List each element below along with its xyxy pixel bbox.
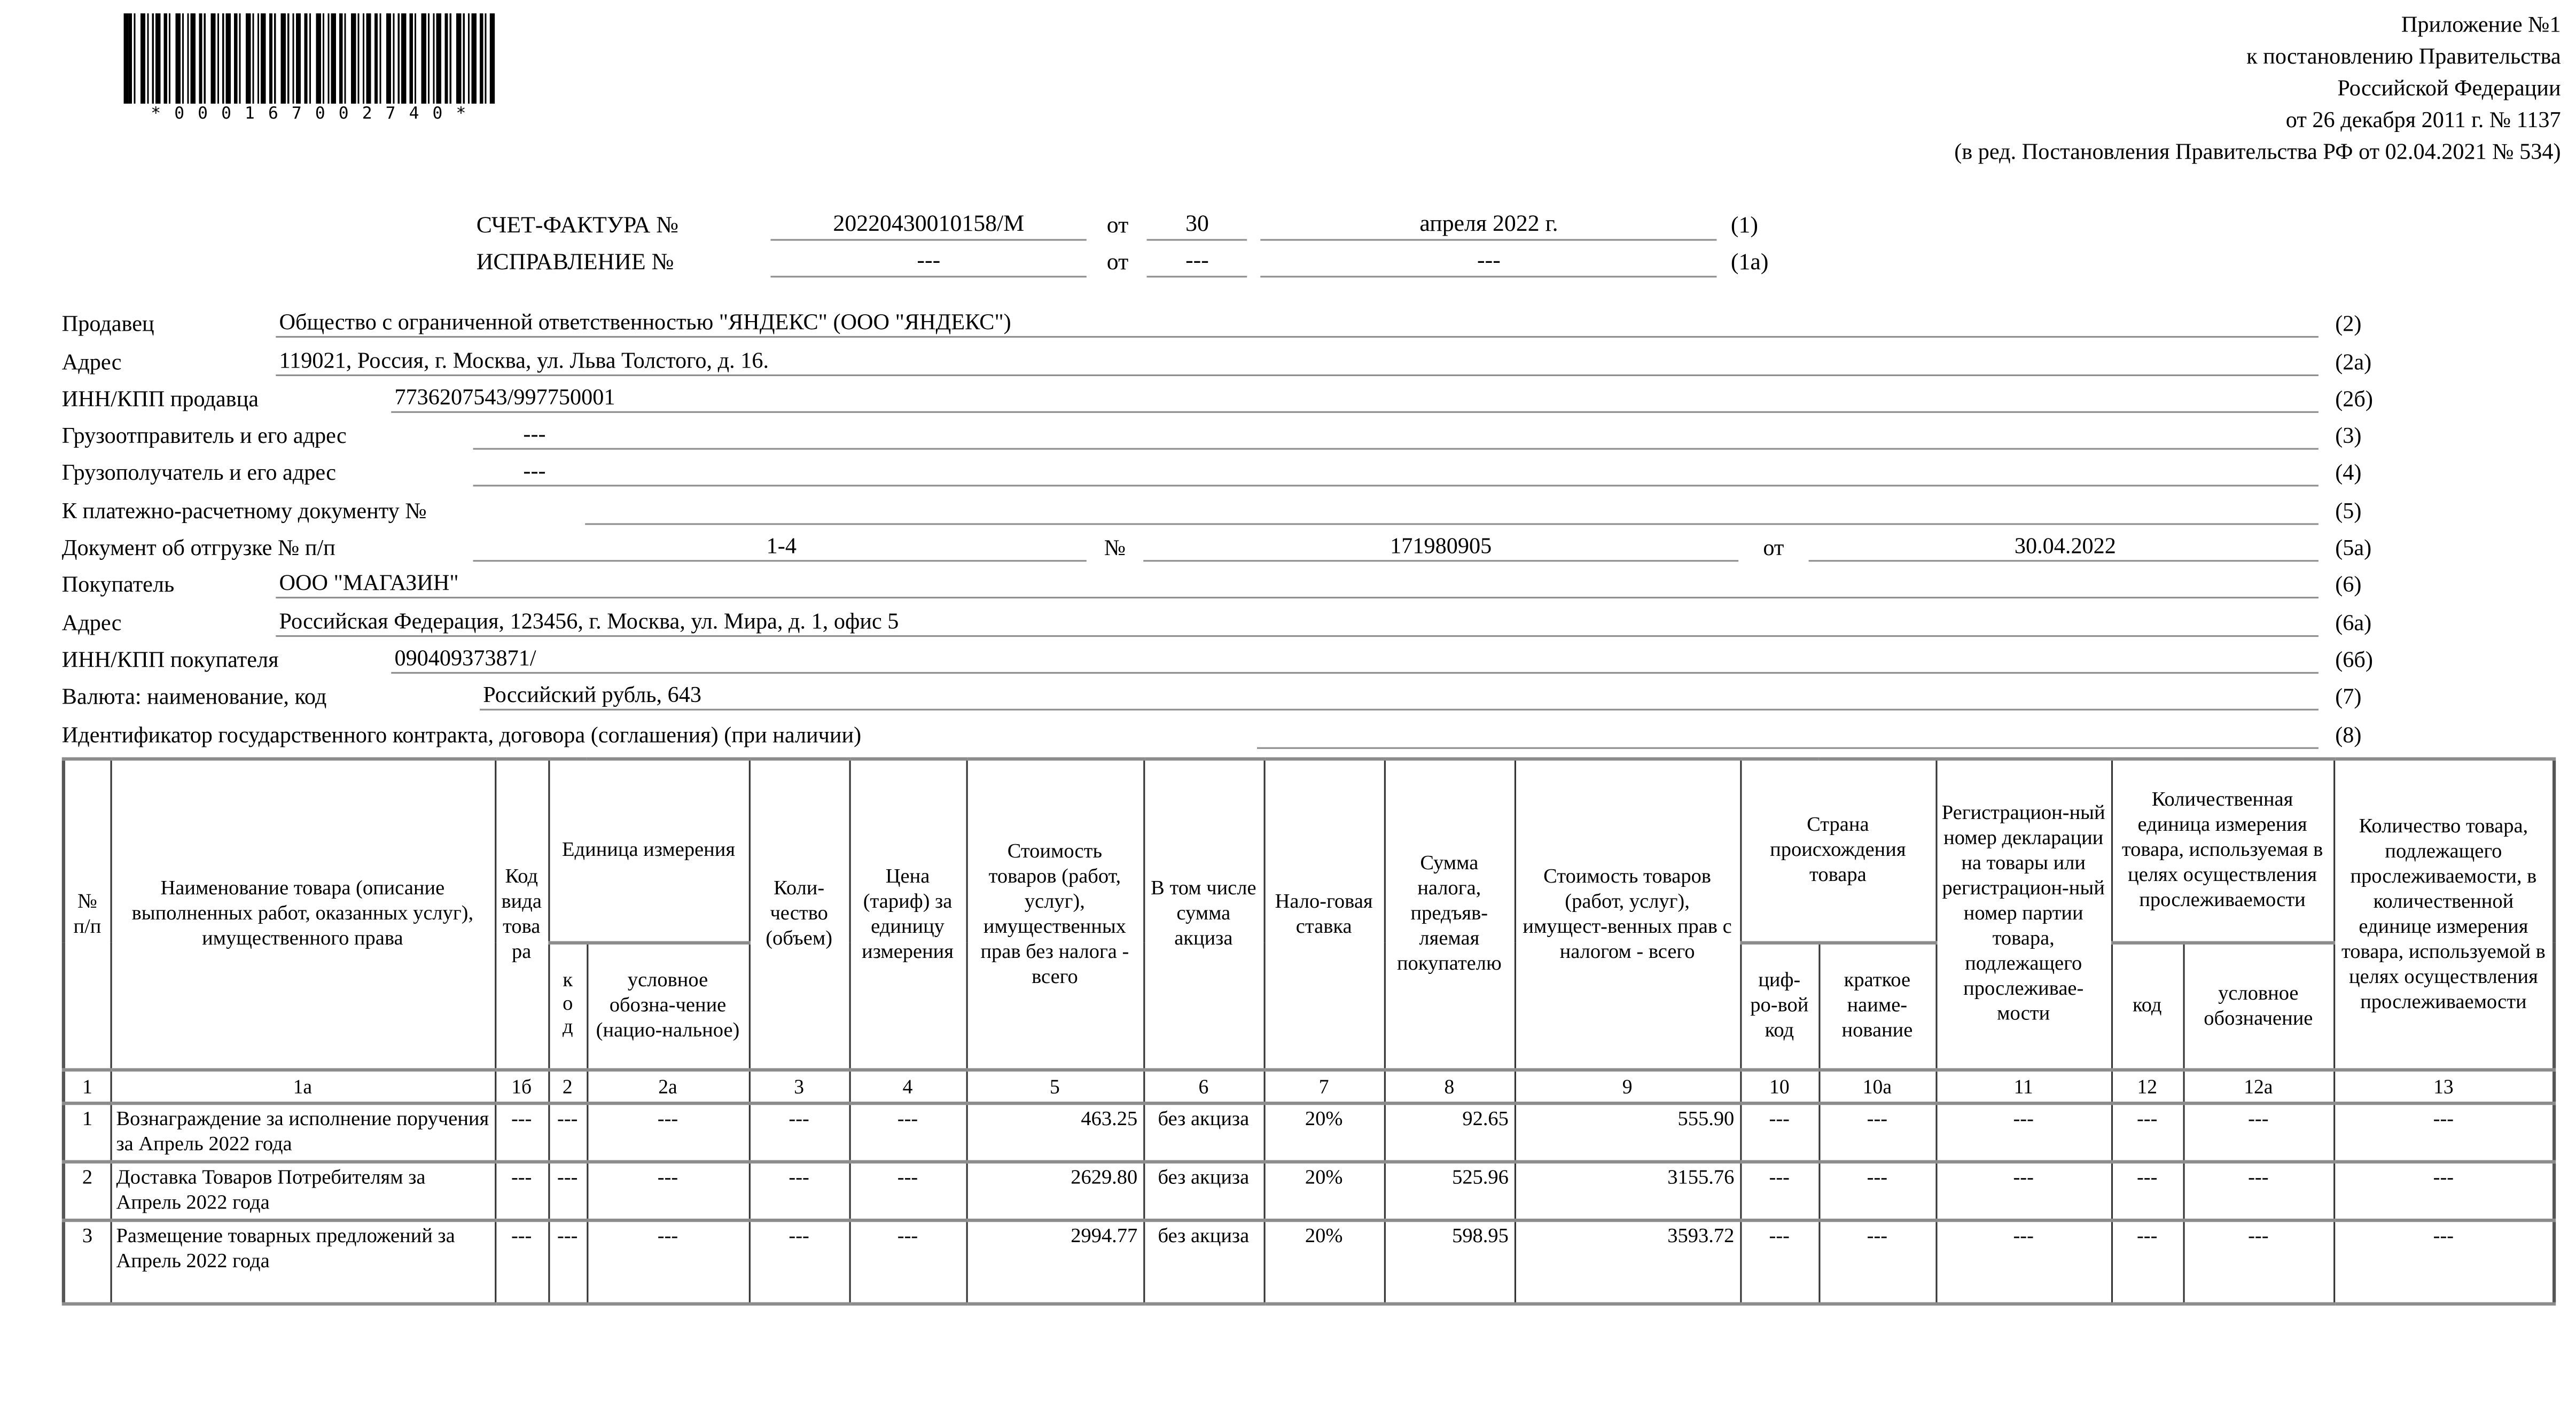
cell-kind-code: ---	[495, 1221, 548, 1304]
field-value	[1257, 746, 2319, 748]
cell-tax-rate: 20%	[1264, 1104, 1384, 1163]
column-number: 3	[749, 1069, 849, 1104]
field-label: Документ об отгрузке № п/п	[61, 535, 335, 560]
cell-country-name: ---	[1818, 1162, 1935, 1221]
cell-cost-with-tax: 3593.72	[1515, 1221, 1740, 1304]
field-consignor	[62, 413, 2409, 450]
cell-tax-rate: 20%	[1264, 1221, 1384, 1304]
col-header-trace-symbol: условное обозначение	[2183, 942, 2334, 1069]
cell-cost-with-tax: 555.90	[1515, 1104, 1740, 1163]
field-value: Российская Федерация, 123456, г. Москва, ул. Мира, д. 1, офис 5	[276, 608, 2319, 636]
appendix-line: от 26 декабря 2011 г. № 1137	[2285, 106, 2561, 132]
cell-kind-code: ---	[495, 1104, 548, 1163]
field-marker: (4)	[2335, 460, 2362, 486]
col-header-unit-code: код	[548, 942, 587, 1069]
cell-price: ---	[849, 1104, 966, 1163]
correction-label: ИСПРАВЛЕНИЕ №	[476, 251, 674, 276]
invoice-day-value: 30	[1148, 212, 1247, 240]
column-number: 6	[1143, 1069, 1263, 1104]
cell-price: ---	[849, 1162, 966, 1221]
column-number: 7	[1264, 1069, 1384, 1104]
field-marker: (3)	[2335, 423, 2362, 449]
cell-country-name: ---	[1818, 1104, 1935, 1163]
column-number: 8	[1384, 1069, 1515, 1104]
field-marker: (2б)	[2335, 386, 2374, 411]
field-label: ИНН/КПП продавца	[61, 386, 259, 411]
field-value: ---	[473, 422, 2319, 450]
table-row	[64, 1162, 2554, 1221]
column-number: 10а	[1818, 1069, 1935, 1104]
field-value	[585, 523, 2319, 525]
cell-name: Доставка Товаров Потребителям за Апрель 2022 года	[111, 1162, 495, 1221]
appendix-note	[1954, 10, 2561, 168]
cell-num: 3	[64, 1221, 111, 1304]
correction-from-label: от	[1106, 251, 1129, 276]
field-marker: (5а)	[2335, 535, 2372, 560]
col-header-cost-without-tax: Стоимость товаров (работ, услуг), имущественных прав без налога - всего	[966, 758, 1144, 1069]
cell-unit-symbol: ---	[587, 1162, 749, 1221]
cell-reg-number: ---	[1935, 1104, 2111, 1163]
field-label: Покупатель	[61, 572, 175, 598]
table-row	[64, 1104, 2554, 1163]
cell-tax-amount: 598.95	[1384, 1221, 1515, 1304]
invoice-title-block	[477, 204, 1814, 278]
column-number: 12	[2111, 1069, 2183, 1104]
col-header-tax-rate: Нало-говая ставка	[1264, 758, 1384, 1069]
invoice-date-value: апреля 2022 г.	[1260, 212, 1718, 240]
invoice-number-value: 20220430010158/М	[771, 212, 1086, 240]
field-value: 119021, Россия, г. Москва, ул. Льва Толстого, д. 16.	[276, 347, 2319, 376]
shipping-doc-id: 171980905	[1143, 533, 1738, 561]
field-label: Валюта: наименование, код	[61, 684, 327, 709]
cell-quantity: ---	[749, 1104, 849, 1163]
field-value: Российский рубль, 643	[480, 682, 2319, 711]
cell-unit-code: ---	[548, 1221, 587, 1304]
cell-country-code: ---	[1740, 1162, 1818, 1221]
field-marker: (1а)	[1730, 251, 1769, 276]
col-header-cost-with-tax: Стоимость товаров (работ, услуг), имущест-венных прав с налогом - всего	[1515, 758, 1740, 1069]
field-marker: (1)	[1730, 214, 1759, 239]
table-row	[64, 1221, 2554, 1304]
col-header-trace-unit-group: Количественная единица измерения товара, используемая в целях осуществления прослеживаемости	[2111, 758, 2333, 942]
field-label: Адрес	[61, 348, 122, 374]
col-header-country-name: краткое наиме-нование	[1818, 942, 1935, 1069]
cell-unit-code: ---	[548, 1162, 587, 1221]
correction-date-value: ---	[1260, 249, 1718, 277]
col-header-name: Наименование товара (описание выполненных работ, оказанных услуг), имущественного права	[111, 758, 495, 1069]
field-marker: (7)	[2335, 684, 2362, 709]
cell-trace-code: ---	[2111, 1221, 2183, 1304]
shipping-doc-no-label: №	[1104, 535, 1126, 560]
cell-tax-amount: 525.96	[1384, 1162, 1515, 1221]
field-consignee	[62, 450, 2409, 487]
col-header-tax-amount: Сумма налога, предъяв-ляемая покупателю	[1384, 758, 1515, 1069]
cell-trace-symbol: ---	[2183, 1104, 2334, 1163]
shipping-doc-number: 1-4	[473, 533, 1087, 561]
goods-table	[62, 756, 2556, 1306]
invoice-from-label: от	[1106, 214, 1129, 239]
field-value: 090409373871/	[391, 645, 2319, 674]
col-header-trace-code: код	[2111, 942, 2183, 1069]
cell-reg-number: ---	[1935, 1221, 2111, 1304]
field-seller-inn-kpp	[62, 376, 2409, 413]
cell-cost-without-tax: 463.25	[966, 1104, 1144, 1163]
invoice-title-label: СЧЕТ-ФАКТУРА №	[476, 214, 679, 239]
cell-trace-qty: ---	[2333, 1104, 2554, 1163]
cell-tax-rate: 20%	[1264, 1162, 1384, 1221]
field-buyer-inn-kpp	[62, 636, 2409, 674]
barcode-digits: * 0 0 0 1 6 7 0 0 2 7 4 0 *	[151, 105, 468, 124]
shipping-doc-date: 30.04.2022	[1809, 533, 2319, 561]
cell-name: Размещение товарных предложений за Апрель 2022 года	[111, 1221, 495, 1304]
appendix-line: Российской Федерации	[2337, 75, 2561, 100]
cell-name: Вознаграждение за исполнение поручения за Апрель 2022 года	[111, 1104, 495, 1163]
column-number: 4	[849, 1069, 966, 1104]
field-marker: (2а)	[2335, 348, 2372, 374]
shipping-doc-from-label: от	[1763, 535, 1784, 560]
cell-cost-without-tax: 2629.80	[966, 1162, 1144, 1221]
appendix-line: (в ред. Постановления Правительства РФ от 02.04.2021 № 534)	[1954, 138, 2561, 163]
column-number: 10	[1740, 1069, 1818, 1104]
correction-line	[477, 241, 1814, 278]
cell-num: 2	[64, 1162, 111, 1221]
field-marker: (6)	[2335, 572, 2362, 598]
col-header-trace-qty: Количество товара, подлежащего прослеживаемости, в количественной единице измерения товара, используемой в целях осуществления прослеживаемости	[2333, 758, 2554, 1069]
field-state-contract-id	[62, 711, 2409, 748]
col-header-country-code: циф-ро-вой код	[1740, 942, 1818, 1069]
field-value: 7736207543/997750001	[391, 384, 2319, 412]
col-header-price: Цена (тариф) за единицу измерения	[849, 758, 966, 1069]
cell-trace-qty: ---	[2333, 1221, 2554, 1304]
appendix-line: Приложение №1	[2401, 11, 2561, 37]
col-header-unit-group: Единица измерения	[548, 758, 748, 942]
correction-day-value: ---	[1148, 249, 1247, 277]
cell-quantity: ---	[749, 1162, 849, 1221]
field-label: К платежно-расчетному документу №	[61, 497, 427, 523]
cell-kind-code: ---	[495, 1162, 548, 1221]
field-value: Общество с ограниченной ответственностью "ЯНДЕКС" (ООО "ЯНДЕКС")	[276, 310, 2319, 338]
column-number: 2	[548, 1069, 587, 1104]
document-header	[0, 0, 2576, 204]
field-payment-document	[62, 487, 2409, 525]
col-header-excise: В том числе сумма акциза	[1143, 758, 1263, 1069]
cell-reg-number: ---	[1935, 1162, 2111, 1221]
barcode	[124, 13, 495, 124]
cell-country-code: ---	[1740, 1221, 1818, 1304]
column-number: 5	[966, 1069, 1144, 1104]
field-marker: (8)	[2335, 721, 2362, 747]
cell-trace-symbol: ---	[2183, 1221, 2334, 1304]
cell-cost-with-tax: 3155.76	[1515, 1162, 1740, 1221]
field-marker: (6а)	[2335, 610, 2372, 635]
cell-num: 1	[64, 1104, 111, 1163]
field-marker: (2)	[2335, 311, 2362, 337]
field-seller-address	[62, 338, 2409, 376]
appendix-line: к постановлению Правительства	[2246, 43, 2561, 68]
cell-unit-code: ---	[548, 1104, 587, 1163]
cell-trace-symbol: ---	[2183, 1162, 2334, 1221]
field-label: ИНН/КПП покупателя	[61, 646, 279, 672]
column-number: 13	[2333, 1069, 2554, 1104]
cell-unit-symbol: ---	[587, 1104, 749, 1163]
column-number: 2а	[587, 1069, 749, 1104]
field-marker: (6б)	[2335, 646, 2374, 672]
col-header-quantity: Коли-чество (объем)	[749, 758, 849, 1069]
cell-trace-code: ---	[2111, 1104, 2183, 1163]
cell-excise: без акциза	[1143, 1104, 1263, 1163]
field-label: Продавец	[61, 311, 154, 337]
invoice-number-line	[477, 204, 1814, 241]
party-fields	[62, 301, 2409, 748]
cell-tax-amount: 92.65	[1384, 1104, 1515, 1163]
column-number: 12а	[2183, 1069, 2334, 1104]
field-label: Идентификатор государственного контракта, договора (соглашения) (при наличии)	[61, 721, 862, 747]
col-header-country-group: Страна происхождения товара	[1740, 758, 1935, 942]
col-header-reg-number: Регистрацион-ный номер декларации на товары или регистрацион-ный номер партии товара, подлежащего прослеживае-мости	[1935, 758, 2111, 1069]
field-currency	[62, 674, 2409, 711]
col-header-num: № п/п	[64, 758, 111, 1069]
column-number: 9	[1515, 1069, 1740, 1104]
field-marker: (5)	[2335, 497, 2362, 523]
field-buyer-address	[62, 599, 2409, 636]
column-number: 1а	[111, 1069, 495, 1104]
field-shipping-document	[62, 525, 2409, 562]
field-label: Адрес	[61, 610, 122, 635]
column-number: 1	[64, 1069, 111, 1104]
barcode-image	[124, 13, 495, 104]
cell-excise: без акциза	[1143, 1221, 1263, 1304]
field-value: ООО "МАГАЗИН"	[276, 571, 2319, 599]
cell-country-code: ---	[1740, 1104, 1818, 1163]
cell-excise: без акциза	[1143, 1162, 1263, 1221]
cell-quantity: ---	[749, 1221, 849, 1304]
cell-cost-without-tax: 2994.77	[966, 1221, 1144, 1304]
cell-trace-qty: ---	[2333, 1162, 2554, 1221]
field-label: Грузоотправитель и его адрес	[61, 423, 347, 449]
column-number: 1б	[495, 1069, 548, 1104]
cell-trace-code: ---	[2111, 1162, 2183, 1221]
correction-number-value: ---	[771, 249, 1086, 277]
cell-price: ---	[849, 1221, 966, 1304]
field-label: Грузополучатель и его адрес	[61, 460, 336, 486]
column-number-row	[64, 1069, 2554, 1104]
col-header-unit-symbol: условное обозна-чение (нацио-нальное)	[587, 942, 749, 1069]
field-value: ---	[473, 459, 2319, 487]
field-seller	[62, 301, 2409, 338]
cell-unit-symbol: ---	[587, 1221, 749, 1304]
field-buyer	[62, 562, 2409, 599]
cell-country-name: ---	[1818, 1221, 1935, 1304]
col-header-kind-code: Код вида товара	[495, 758, 548, 1069]
column-number: 11	[1935, 1069, 2111, 1104]
